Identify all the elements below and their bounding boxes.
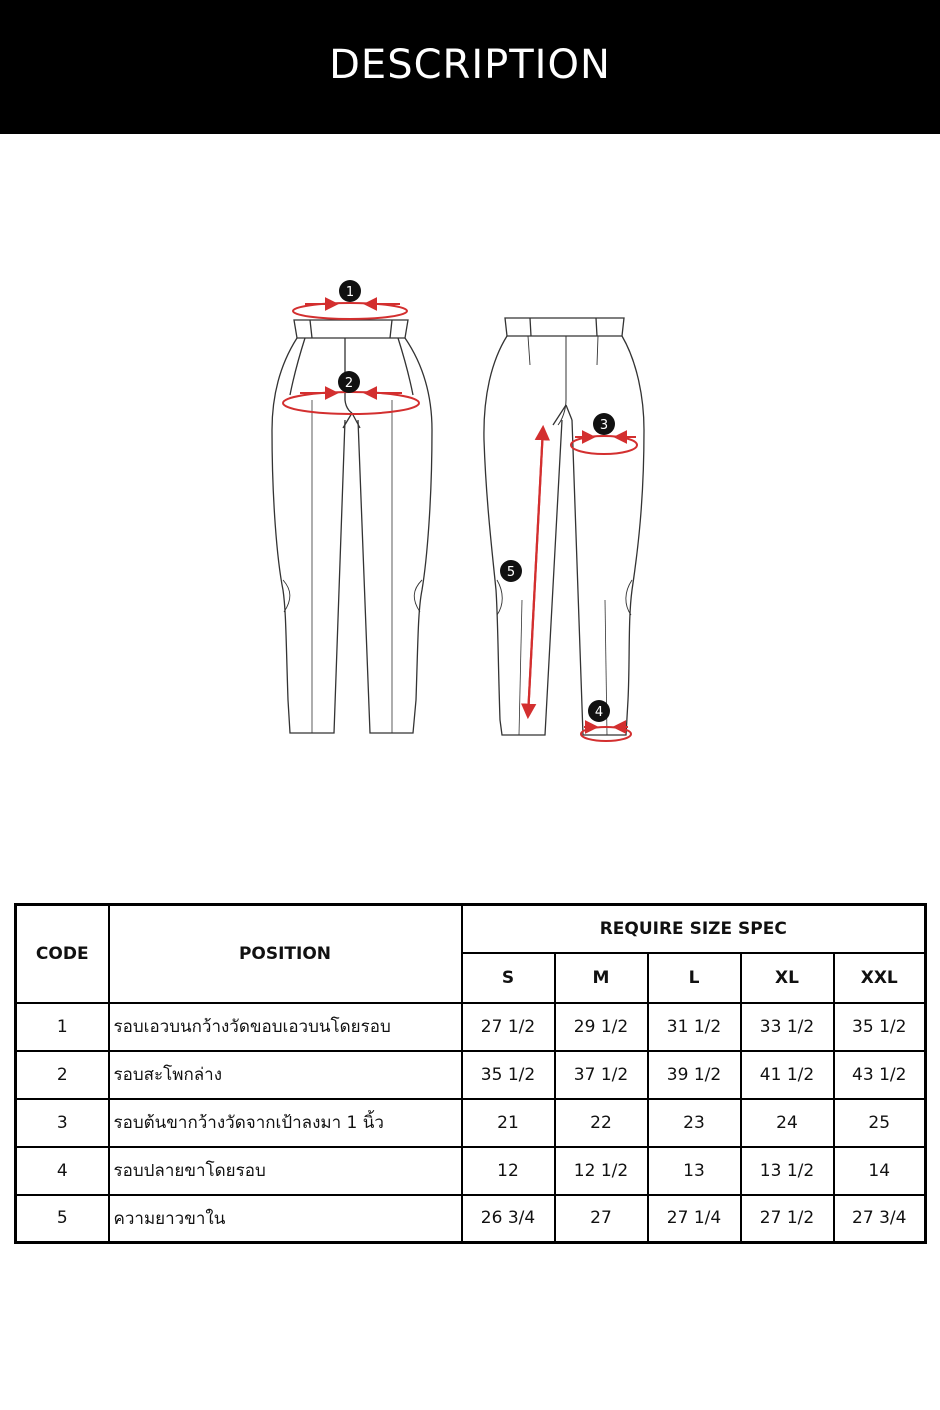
- code-header: CODE: [16, 905, 109, 1003]
- table-row: [16, 1003, 926, 1051]
- value-cell: 35 1/2: [834, 1003, 926, 1051]
- code-cell: 1: [16, 1003, 109, 1051]
- table-row: [16, 1051, 926, 1099]
- inseam-measurement: [500, 428, 543, 716]
- value-cell: 39 1/2: [648, 1051, 741, 1099]
- value-cell: 29 1/2: [555, 1003, 648, 1051]
- code-cell: 5: [16, 1195, 109, 1243]
- pants-measurement-diagram: [0, 134, 940, 834]
- value-cell: 43 1/2: [834, 1051, 926, 1099]
- back-pants-drawing: [484, 318, 644, 735]
- svg-text:2: 2: [344, 376, 354, 391]
- size-header: S: [462, 953, 555, 1003]
- svg-text:4: 4: [594, 705, 604, 720]
- value-cell: 33 1/2: [741, 1003, 834, 1051]
- svg-text:1: 1: [345, 285, 355, 300]
- value-cell: 27 1/2: [462, 1003, 555, 1051]
- value-cell: 21: [462, 1099, 555, 1147]
- hip-measurement: [283, 371, 419, 414]
- size-header: L: [648, 953, 741, 1003]
- position-cell: รอบปลายขาโดยรอบ: [109, 1147, 462, 1195]
- size-header: M: [555, 953, 648, 1003]
- svg-text:5: 5: [506, 565, 516, 580]
- value-cell: 37 1/2: [555, 1051, 648, 1099]
- code-cell: 3: [16, 1099, 109, 1147]
- value-cell: 27 1/4: [648, 1195, 741, 1243]
- size-spec-header: REQUIRE SIZE SPEC: [462, 905, 926, 953]
- value-cell: 27: [555, 1195, 648, 1243]
- position-cell: รอบสะโพกล่าง: [109, 1051, 462, 1099]
- value-cell: 12: [462, 1147, 555, 1195]
- value-cell: 41 1/2: [741, 1051, 834, 1099]
- code-cell: 4: [16, 1147, 109, 1195]
- value-cell: 27 3/4: [834, 1195, 926, 1243]
- value-cell: 22: [555, 1099, 648, 1147]
- value-cell: 26 3/4: [462, 1195, 555, 1243]
- position-header: POSITION: [109, 905, 462, 1003]
- value-cell: 23: [648, 1099, 741, 1147]
- size-header: XL: [741, 953, 834, 1003]
- value-cell: 13 1/2: [741, 1147, 834, 1195]
- value-cell: 12 1/2: [555, 1147, 648, 1195]
- table-header-row: [16, 905, 926, 953]
- waist-measurement: [293, 280, 407, 319]
- size-spec-table: [14, 903, 927, 1244]
- value-cell: 31 1/2: [648, 1003, 741, 1051]
- table-row: [16, 1147, 926, 1195]
- svg-text:3: 3: [599, 418, 609, 433]
- value-cell: 24: [741, 1099, 834, 1147]
- code-cell: 2: [16, 1051, 109, 1099]
- value-cell: 25: [834, 1099, 926, 1147]
- value-cell: 27 1/2: [741, 1195, 834, 1243]
- value-cell: 35 1/2: [462, 1051, 555, 1099]
- table-row: [16, 1195, 926, 1243]
- value-cell: 14: [834, 1147, 926, 1195]
- value-cell: 13: [648, 1147, 741, 1195]
- position-cell: ความยาวขาใน: [109, 1195, 462, 1243]
- position-cell: รอบเอวบนกว้างวัดขอบเอวบนโดยรอบ: [109, 1003, 462, 1051]
- page-title: DESCRIPTION: [329, 42, 611, 88]
- header-bar: [0, 0, 940, 134]
- size-header: XXL: [834, 953, 926, 1003]
- thigh-measurement: [571, 413, 637, 454]
- position-cell: รอบต้นขากว้างวัดจากเป้าลงมา 1 นิ้ว: [109, 1099, 462, 1147]
- table-row: [16, 1099, 926, 1147]
